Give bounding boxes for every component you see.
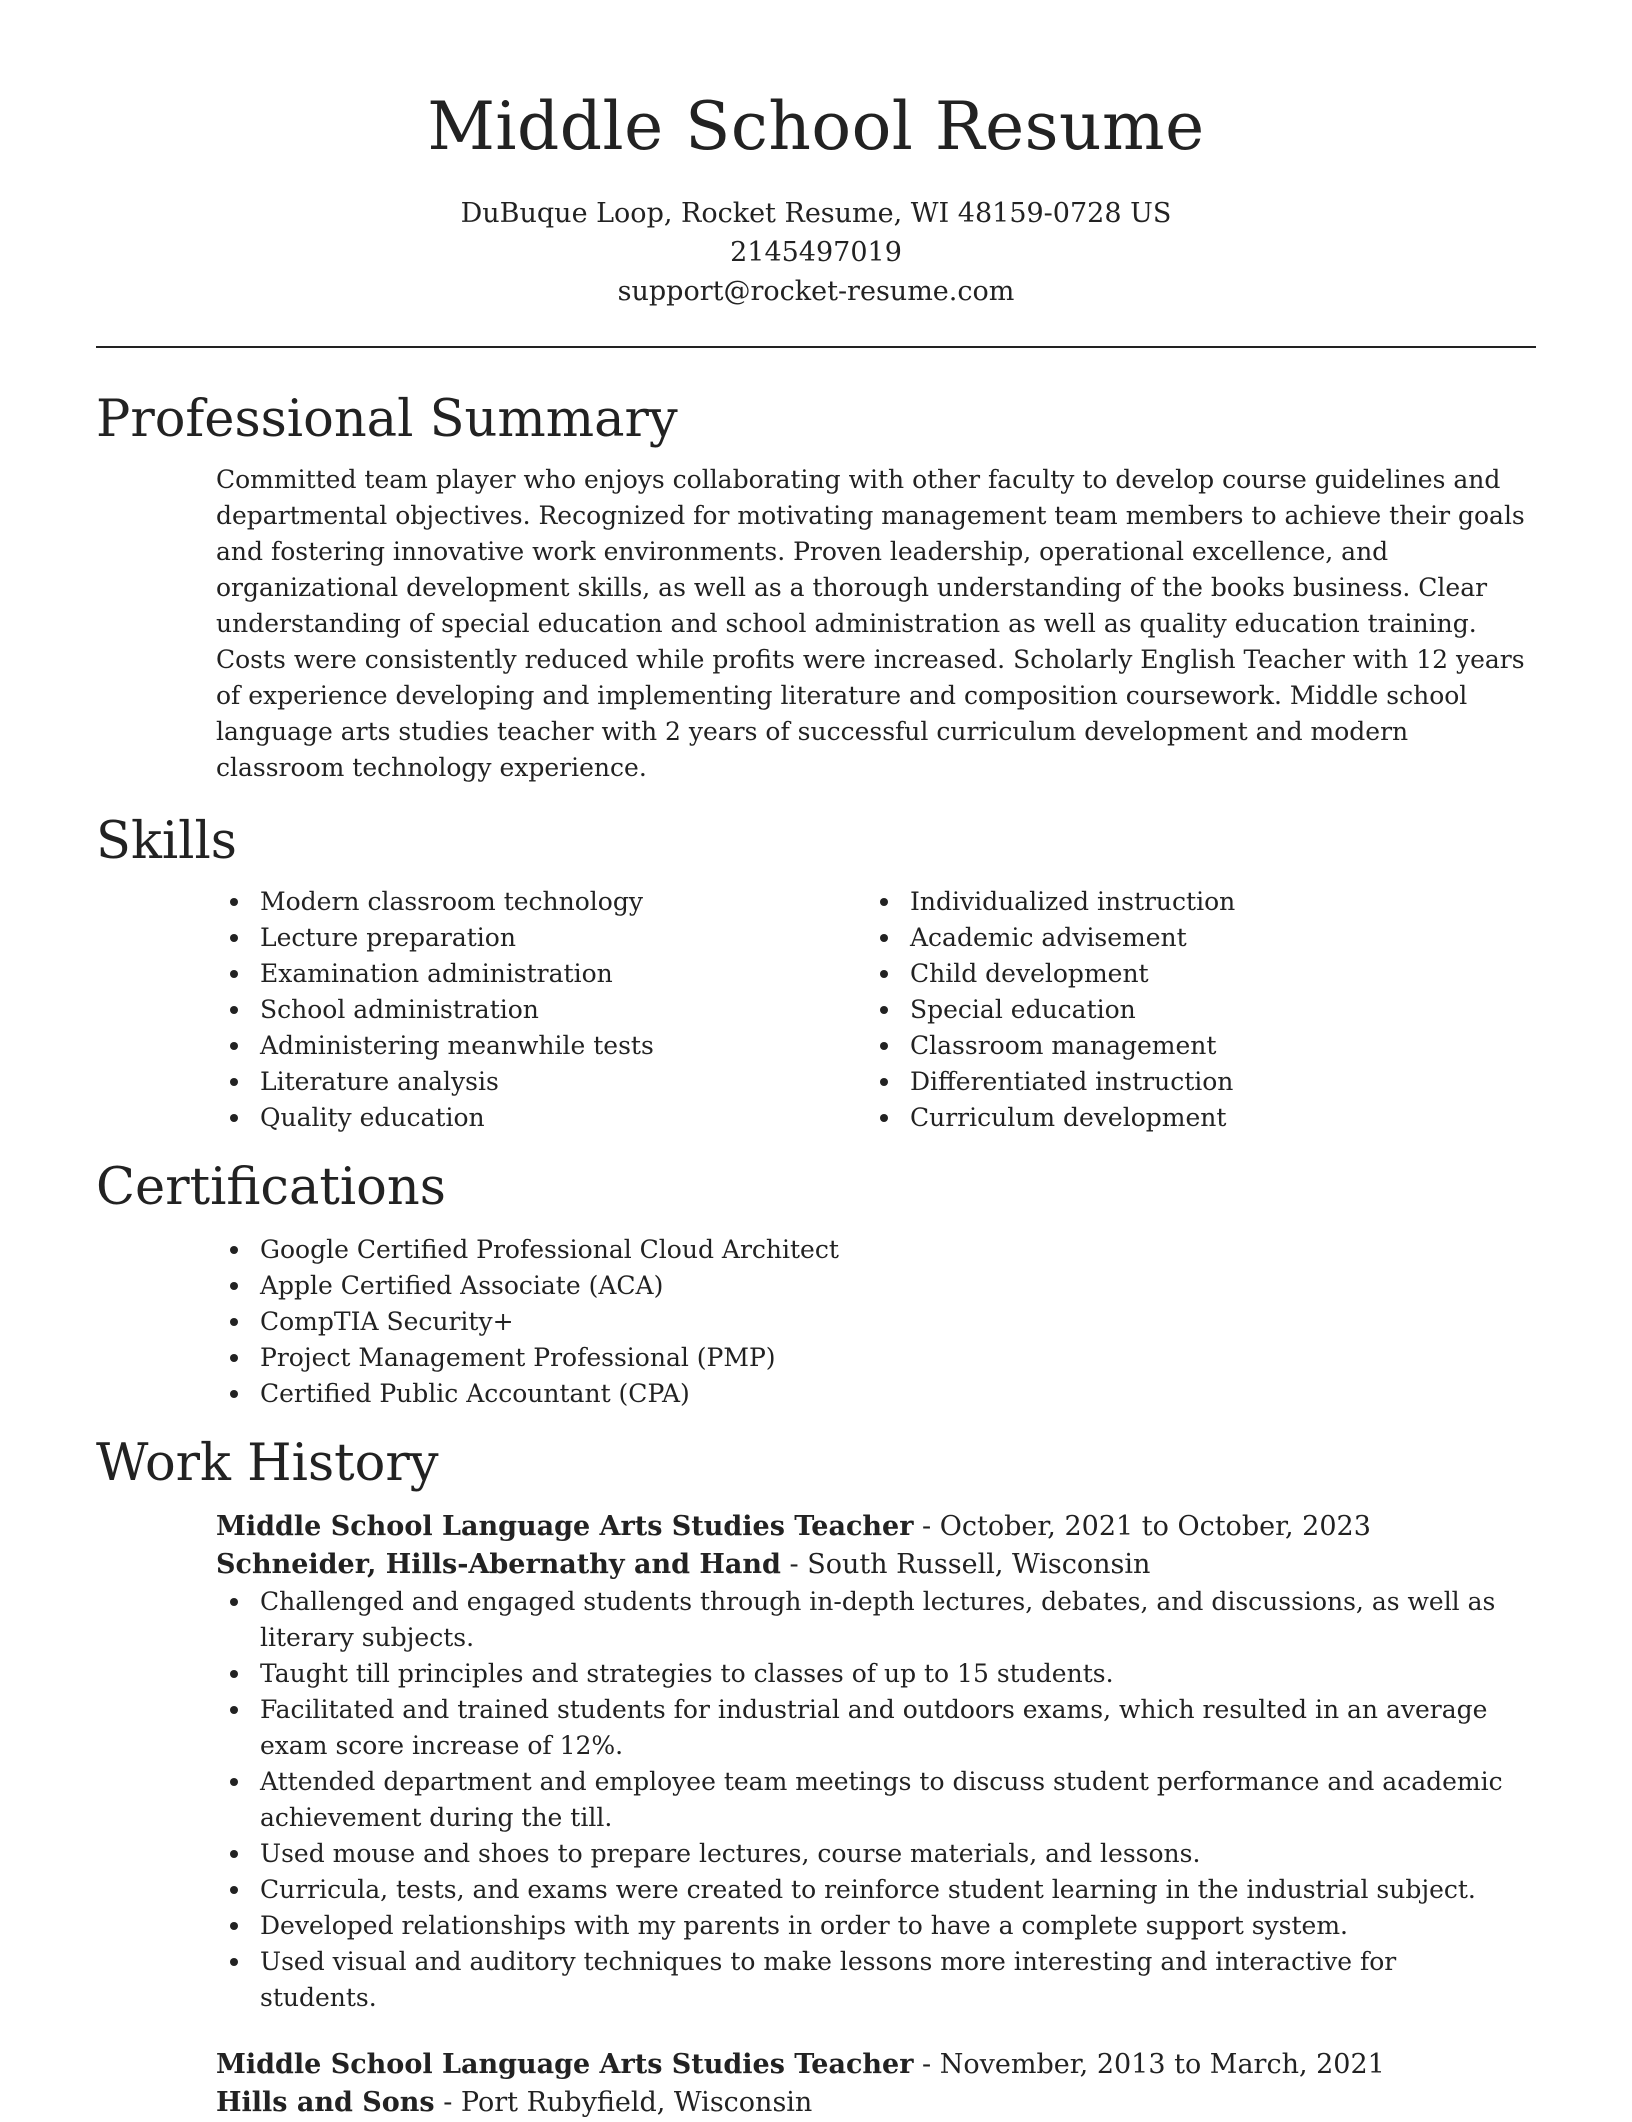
job-duty-item: Used visual and auditory techniques to make lessons more interesting and interactive for students. xyxy=(96,1944,1536,2016)
summary-text: Committed team player who enjoys collaborating with other faculty to develop course guidelines and departmental objectives. Recognized for motivating management team members to achieve their goals and fostering innovative work environments. Proven leadership, operational excellence, and organizational development skills, as well as a thorough understanding of the books business. Clear understanding of special education and school administration as well as quality education training. Costs were consistently reduced while profits were increased. Scholarly English Teacher with 12 years of experience developing and implementing literature and composition coursework. Middle school language arts studies teacher with 2 years of successful curriculum development and modern classroom technology experience. xyxy=(216,465,1525,782)
certifications-list xyxy=(96,1232,1536,1412)
job-title-line xyxy=(216,2046,1536,2084)
certification-item: Google Certified Professional Cloud Architect xyxy=(96,1232,1536,1268)
skill-item: Academic advisement xyxy=(746,920,1396,956)
skills-column-left xyxy=(96,884,746,1136)
certification-item: Apple Certified Associate (ACA) xyxy=(96,1268,1536,1304)
skill-item: Classroom management xyxy=(746,1028,1396,1064)
skill-item: Curriculum development xyxy=(746,1100,1396,1136)
job-dates: - October, 2021 to October, 2023 xyxy=(913,1511,1371,1542)
skill-item: Lecture preparation xyxy=(96,920,746,956)
certifications-heading: Certifications xyxy=(96,1158,446,1217)
job-duty-item: Challenged and engaged students through in-depth lectures, debates, and discussions, as well as literary subjects. xyxy=(96,1584,1536,1656)
skill-item: Individualized instruction xyxy=(746,884,1396,920)
skills-column-right xyxy=(746,884,1396,1136)
job-company-line xyxy=(216,1546,1536,1584)
resume-title: Middle School Resume xyxy=(427,88,1205,165)
skill-item: Literature analysis xyxy=(96,1064,746,1100)
contact-address: DuBuque Loop, Rocket Resume, WI 48159-0728 US xyxy=(460,198,1172,229)
skill-item: Administering meanwhile tests xyxy=(96,1028,746,1064)
skill-item: Quality education xyxy=(96,1100,746,1136)
job-location: - Port Rubyfield, Wisconsin xyxy=(434,2087,813,2118)
job-company: Schneider, Hills-Abernathy and Hand xyxy=(216,1549,781,1580)
job-title-line xyxy=(216,1508,1536,1546)
job-dates: - November, 2013 to March, 2021 xyxy=(913,2049,1385,2080)
skill-item: Child development xyxy=(746,956,1396,992)
skill-item: Differentiated instruction xyxy=(746,1064,1396,1100)
job-entry xyxy=(216,1508,1536,1584)
resume-page xyxy=(96,0,1536,2122)
work-history-heading: Work History xyxy=(96,1434,439,1493)
job-company: Hills and Sons xyxy=(216,2087,435,2118)
job-duty-item: Attended department and employee team meetings to discuss student performance and academic achievement during the till. xyxy=(96,1764,1536,1836)
skill-item: School administration xyxy=(96,992,746,1028)
job-duty-item: Developed relationships with my parents in order to have a complete support system. xyxy=(96,1908,1536,1944)
job-role: Middle School Language Arts Studies Teacher xyxy=(216,1511,914,1542)
skill-item: Special education xyxy=(746,992,1396,1028)
job-location: - South Russell, Wisconsin xyxy=(780,1549,1151,1580)
job-duty-item: Taught till principles and strategies to classes of up to 15 students. xyxy=(96,1656,1536,1692)
contact-email: support@rocket-resume.com xyxy=(617,276,1015,307)
job-entry xyxy=(216,2046,1536,2122)
contact-block xyxy=(96,194,1536,311)
job-duties-list xyxy=(96,1584,1536,2016)
certification-item: Project Management Professional (PMP) xyxy=(96,1340,1536,1376)
skills-heading: Skills xyxy=(96,812,237,871)
job-duty-item: Curricula, tests, and exams were created to reinforce student learning in the industrial subject. xyxy=(96,1872,1536,1908)
job-company-line xyxy=(216,2084,1536,2122)
contact-phone: 2145497019 xyxy=(730,237,902,268)
job-duty-item: Facilitated and trained students for industrial and outdoors exams, which resulted in an average exam score increase of 12%. xyxy=(96,1692,1536,1764)
skill-item: Examination administration xyxy=(96,956,746,992)
job-role: Middle School Language Arts Studies Teacher xyxy=(216,2049,914,2080)
job-duty-item: Used mouse and shoes to prepare lectures, course materials, and lessons. xyxy=(96,1836,1536,1872)
summary-heading: Professional Summary xyxy=(96,390,678,449)
skill-item: Modern classroom technology xyxy=(96,884,746,920)
certification-item: Certified Public Accountant (CPA) xyxy=(96,1376,1536,1412)
certification-item: CompTIA Security+ xyxy=(96,1304,1536,1340)
header-divider xyxy=(96,346,1536,348)
skills-list xyxy=(96,884,1536,1136)
